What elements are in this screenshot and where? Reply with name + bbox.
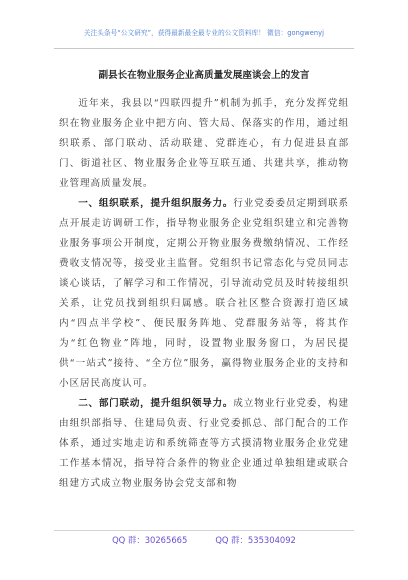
paragraph-text: 行业党委委员定期到联系点开展走访调研工作，指导物业服务企业党组织建立和完善物业服务事项公开制度，定期公开物业服务费缴纳情况、工作经费收支情况等，接受业主监督。党组织书记常态化与党员同志谈心谈话，了解学习和工作情况，引导流动党员及时转接组织关系，让党员找到组织归属感。联合社区整合资源打造区域内“四点半学校”、便民服务阵地、党群服务站等，将其作为“红色物业”阵地，同时，设置物业服务窗口，为居民提供“一站式”接待、“全方位”服务，赢得物业服务企业的支持和小区居民高度认可。: [59, 198, 350, 389]
paragraph-section-2: [59, 394, 349, 494]
document-body: [59, 94, 349, 494]
section-heading: 一、组织联系，提升组织服务力。: [78, 198, 234, 209]
paragraph-intro: [59, 94, 349, 194]
footer-divider: [54, 530, 354, 531]
paragraph-section-1: [59, 194, 349, 394]
section-heading: 二、部门联动，提升组织领导力。: [78, 398, 234, 409]
footer-qq-group-2: QQ 群：535304092: [215, 535, 296, 545]
footer-qq-group-1: QQ 群：30265665: [112, 535, 188, 545]
document-title: 副县长在物业服务企业高质量发展座谈会上的发言: [98, 70, 310, 81]
paragraph-text: 成立物业行业党委，构建由组织部指导、住建局负责、行业党委抓总、部门配合的工作体系，通过实地走访和系统筛查等方式摸清物业服务企业党建工作基本情况，指导符合条件的物业企业通过单独组建或联合组建方式成立物业服务协会党支部和物: [59, 398, 350, 489]
footer-contact: [0, 534, 408, 546]
header-divider: [54, 48, 354, 49]
paragraph-text: 近年来，我县以“四联四提升”机制为抓手，充分发挥党组织在物业服务企业中把方向、管大局、保落实的作用，通过组织联系、部门联动、活动联建、党群连心，有力促进县直部门、街道社区、物业服务企业等互联互通、共建共享，推动物业管理高质量发展。: [59, 98, 349, 189]
header-promo-note: 关注头条号“公文研究”，获得最新最全最专业的公文资料库！ 微信：gongwenyj: [83, 29, 325, 37]
